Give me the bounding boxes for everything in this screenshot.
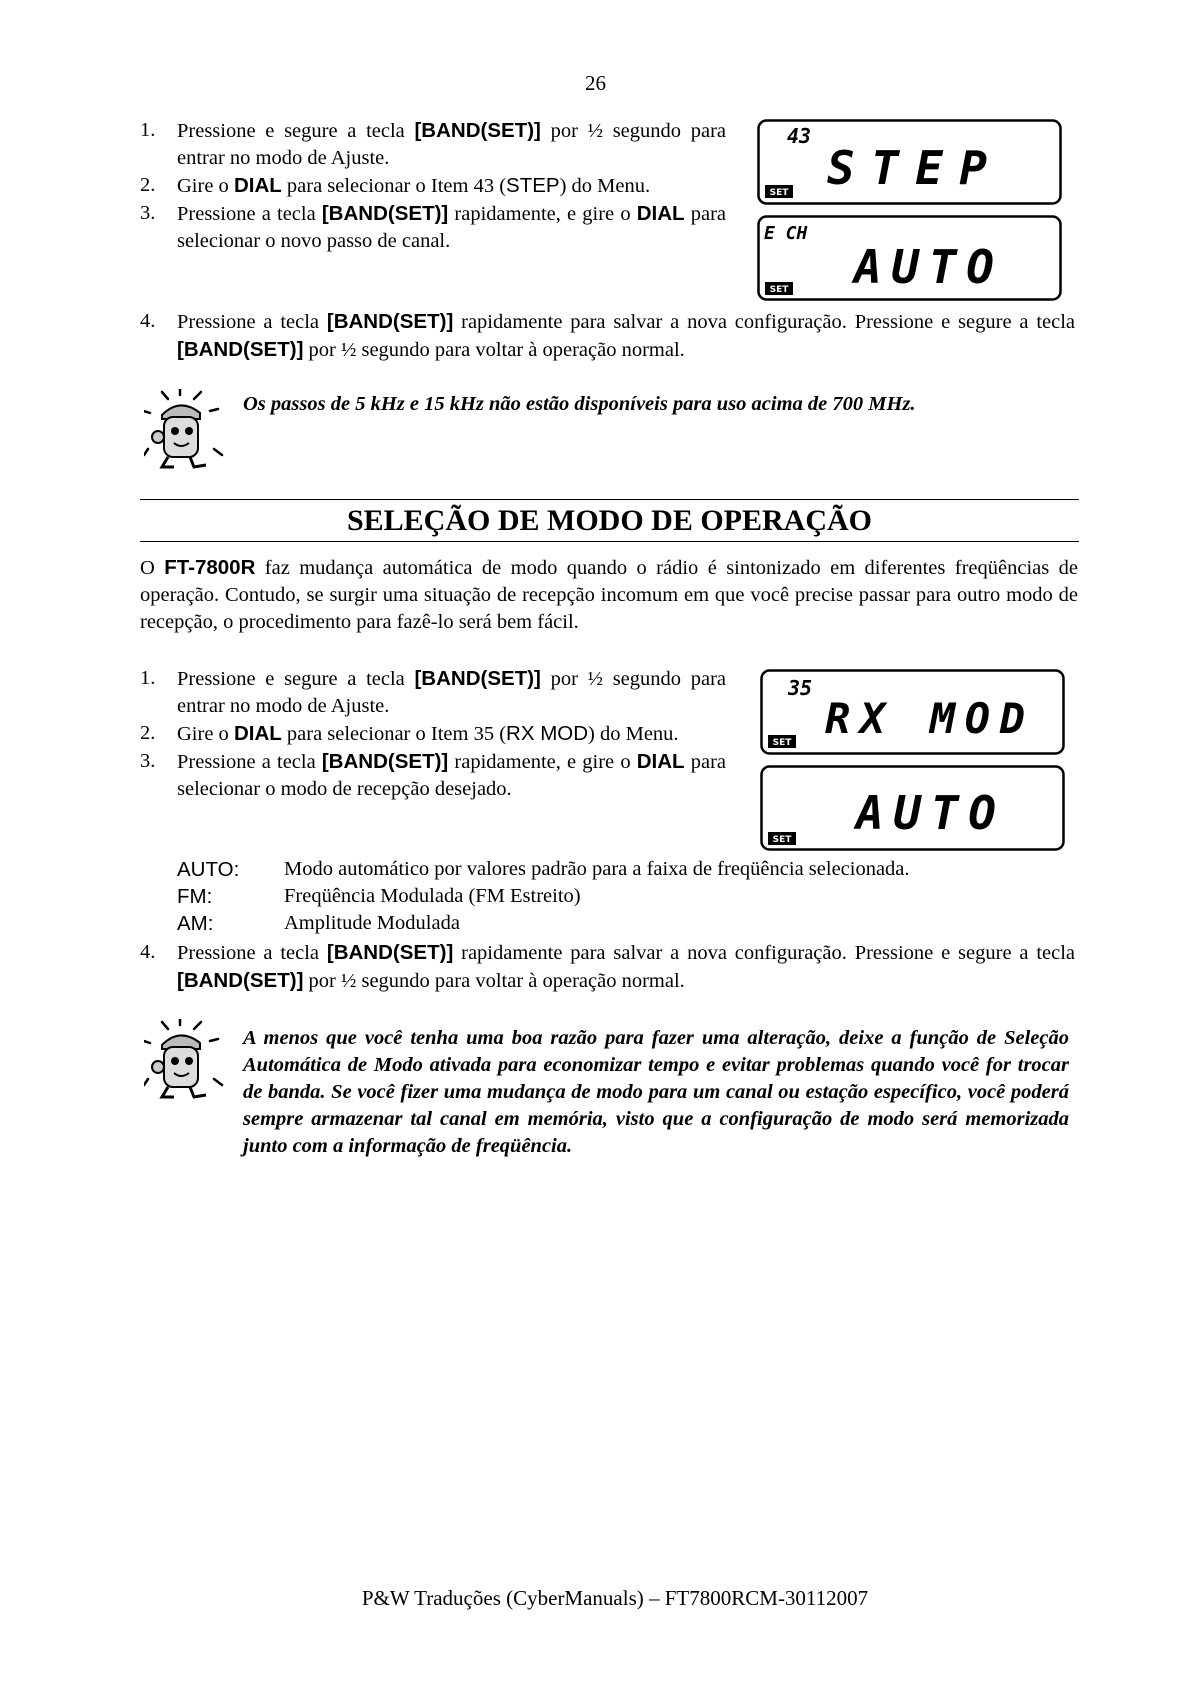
heading-rule-top [140,499,1079,500]
lcd-main-text: RX MOD [825,694,1025,743]
step-text: Pressione a tecla [BAND(SET)] rapidamente, e gire o DIAL para selecionar o modo de recepção desejado. [177,750,726,800]
step-3 [140,748,726,803]
steps-list-2 [140,665,726,803]
lcd-main-text: AUTO [854,240,994,294]
step-text: Pressione e segure a tecla [BAND(SET)] por ½ segundo para entrar no modo de Ajuste. [177,667,726,717]
page-footer: P&W Traduções (CyberManuals) – FT7800RCM-30112007 [361,1586,869,1610]
lcd-small-text: 43 [787,124,812,148]
mode-item-fm [177,883,1077,910]
step-text: Pressione e segure a tecla [BAND(SET)] por ½ segundo para entrar no modo de Ajuste. [177,119,726,169]
step-text: Pressione a tecla [BAND(SET)] rapidamente para salvar a nova configuração. Pressione e segure a tecla [BAND(SET)] por ½ segundo para voltar à operação normal. [177,310,1076,361]
mode-key: AM: [177,912,214,935]
heading-rule-bottom [140,541,1079,542]
mascot-note-icon [144,389,226,471]
step-text: Pressione a tecla [BAND(SET)] rapidamente, e gire o DIAL para selecionar o novo passo de canal. [177,202,726,252]
step-number: 1. [140,667,156,689]
mode-desc: Modo automático por valores padrão para a faixa de freqüência selecionada. [284,858,910,880]
section-heading: SELEÇÃO DE MODO DE OPERAÇÃO [346,504,873,537]
lcd-display-auto [757,215,1062,301]
lcd-small-text: 35 [788,676,813,700]
lcd-set-badge: SET [772,738,792,748]
step-number: 3. [140,750,156,772]
lcd-display-step [757,119,1062,205]
step-number: 4. [140,310,156,332]
step-1 [140,665,726,720]
step-number: 2. [140,722,156,744]
step-4 [140,308,1075,364]
lcd-set-badge: SET [772,835,792,845]
intro-paragraph: O FT-7800R faz mudança automática de modo quando o rádio é sintonizado em diferentes freqüências de operação. Contudo, se surgir uma situação de recepção incomum em que você precise passar para outro modo de recepção, o procedimento para fazê-lo será bem fácil. [140,556,1078,633]
step-number: 4. [140,941,156,963]
step-2 [140,720,726,748]
lcd-display-auto-2 [760,765,1065,851]
mascot-note-icon [144,1019,226,1101]
lcd-main-text: STEP [827,141,987,195]
lcd-display-rx-mod [760,669,1065,755]
step-number: 1. [140,119,156,141]
step-number: 3. [140,202,156,224]
lcd-set-badge: SET [769,285,789,295]
lcd-small-text: E CH [764,223,808,244]
step-3 [140,200,726,255]
step-text: Gire o DIAL para selecionar o Item 43 (STEP) do Menu. [177,174,651,197]
note-text: A menos que você tenha uma boa razão para fazer uma alteração, deixe a função de Seleção Automática de Modo ativada para economizar tempo e evitar problemas quando você for trocar de banda. Se você fizer uma mudança de modo para um canal ou estação específico, você poderá sempre armazenar tal canal em memória, visto que a configuração de modo será memorizada junto com a informação de freqüência. [243,1027,1069,1157]
lcd-set-badge: SET [769,188,789,198]
mode-item-auto [177,856,1077,883]
modes-list [177,856,1077,937]
step-1 [140,117,726,172]
step-number: 2. [140,174,156,196]
mode-desc: Freqüência Modulada (FM Estreito) [284,885,581,907]
mode-desc: Amplitude Modulada [284,912,460,934]
mode-key: FM: [177,885,213,908]
step-2 [140,172,726,200]
step-text: Gire o DIAL para selecionar o Item 35 (RX MOD) do Menu. [177,722,679,745]
lcd-main-text: AUTO [856,786,996,840]
step-4 [140,939,1075,995]
page-number: 26 [585,71,606,95]
mode-item-am [177,910,1077,937]
step-text: Pressione a tecla [BAND(SET)] rapidamente para salvar a nova configuração. Pressione e segure a tecla [BAND(SET)] por ½ segundo para voltar à operação normal. [177,941,1076,992]
steps-list-1 [140,117,726,255]
mode-key: AUTO: [177,858,240,881]
note-text: Os passos de 5 kHz e 15 kHz não estão disponíveis para uso acima de 700 MHz. [243,393,916,415]
